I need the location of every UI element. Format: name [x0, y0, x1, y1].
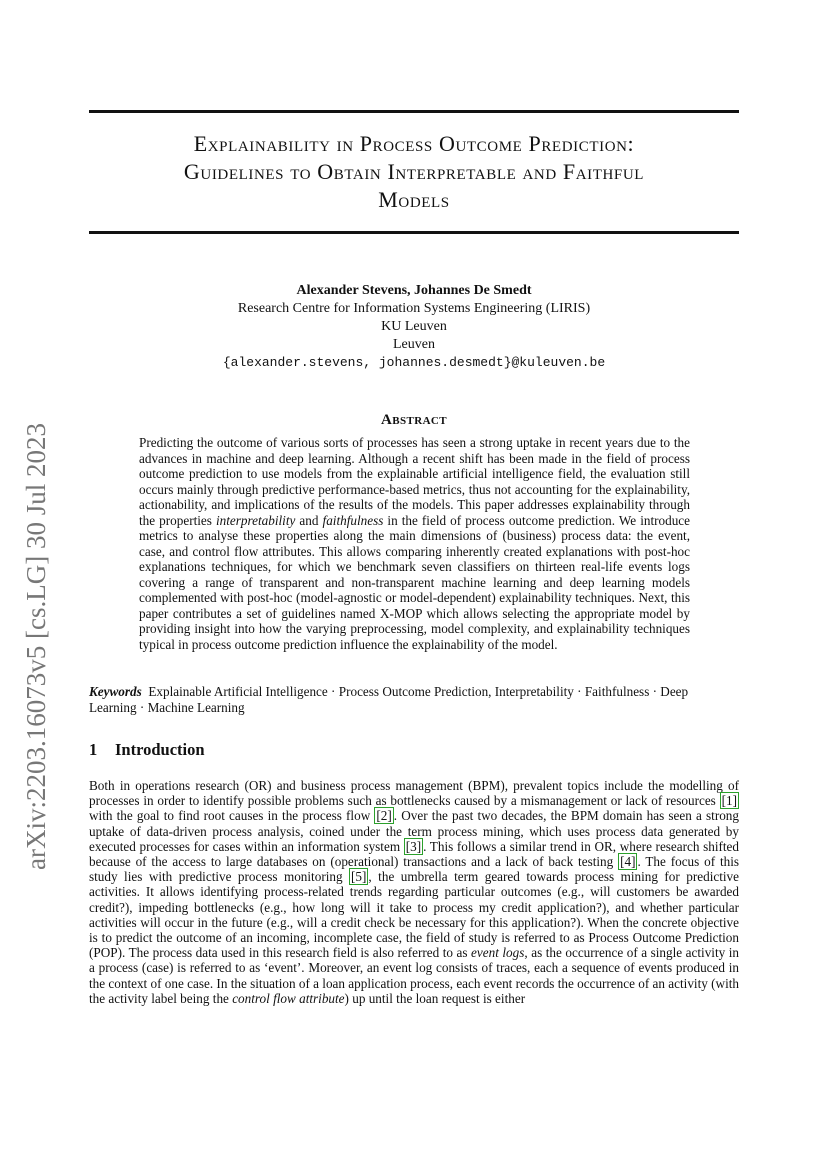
section-title: Introduction [115, 740, 205, 759]
paper-title [89, 130, 739, 214]
keywords [89, 684, 739, 716]
author-affiliation: Research Centre for Information Systems Engineering (LIRIS) [237, 301, 591, 316]
citation-link-4[interactable]: [4] [620, 854, 636, 870]
emphasis-control-flow-attribute: control flow attribute [232, 990, 345, 1006]
citation-link-5[interactable]: [5] [351, 869, 367, 885]
emphasis-event-logs: event logs [471, 945, 525, 961]
section-number: 1 [89, 740, 98, 759]
arxiv-sidebar-stamp: arXiv:2203.16073v5 [cs.LG] 30 Jul 2023 [21, 423, 51, 870]
keywords-list: Explainable Artificial Intelligence · Process Outcome Prediction, Interpretability · Faithfulness · Deep Learning · Machine Learning [89, 684, 689, 715]
author-university: KU Leuven [381, 319, 447, 334]
title-line-1: Explainability in Process Outcome Prediction: [193, 131, 635, 156]
author-email: {alexander.stevens, johannes.desmedt}@kuleuven.be [222, 355, 606, 370]
citation-link-2[interactable]: [2] [376, 808, 392, 824]
title-line-3: Models [378, 187, 450, 212]
abstract-text: Predicting the outcome of various sorts of processes has seen a strong uptake in recent years due to the advances in machine and deep learning. Although a recent shift has been made in the field of process outcome prediction to use models from the explainable artificial intelligence field, the evaluation still occurs mainly through predictive performance-based metrics, thus not accounting for the explainability, actionability, and implications of the results of the models. This paper addresses explainability through the properties interpretability and faithfulness in the field of process outcome prediction. We introduce metrics to analyse these properties along the main dimensions of (business) process data: the event, case, and control flow attributes. This allows comparing inherently created explanations with post-hoc explanations techniques, for which we benchmark seven classifiers on thirteen real-life events logs covering a range of transparent and non-transparent machine learning and deep learning models complemented with post-hoc (model-agnostic or model-dependent) explainability techniques. Next, this paper contributes a set of guidelines named X-MOP which allows selecting the appropriate model by providing insight into how the varying preprocessing, model complexity, and explainability techniques typical in process outcome prediction influence the explainability of the model. [139, 435, 691, 652]
intro-paragraph: Both in operations research (OR) and business process management (BPM), prevalent topics include the modelling of processes in order to identify possible problems such as bottlenecks caused by a mismanagement or lack of resources [1] with the goal to find root causes in the process flow [2] . Over the past two decades, the BPM domain has seen a strong uptake of data-driven process analysis, coined under the term process mining, which uses process data generated by executed processes for cases within an information system [3] . This follows a similar trend in OR, where research shifted because of the access to large databases on (operational) transactions and a lack of back testing [4] . The focus of this study lies with predictive process monitoring [5] , the umbrella term geared towards process mining for predictive activities. It allows identifying process-related trends regarding particular outcomes (e.g., will customers be awarded credit?), impeding bottlenecks (e.g., how long will it take to process my credit application?), and whether particular activities will occur in the future (e.g., will a credit check be necessary for this application?). When the concrete objective is to predict the outcome of an incoming, incomplete case, the field of study is referred to as Process Outcome Prediction (POP). The process data used in this research field is also referred to as event logs, as the occurrence of a single activity in a process (case) is referred to as ‘event’. Moreover, an event log consists of traces, each a sequence of events produced in the context of one case. In the situation of a loan application process, each event records the occurrence of an activity (with the activity label being the control flow attribute) up until the loan request is either [89, 778, 740, 1006]
title-line-2: Guidelines to Obtain Interpretable and Faithful [183, 159, 645, 184]
citation-link-1[interactable]: [1] [721, 793, 737, 809]
author-city: Leuven [393, 337, 435, 352]
keywords-label: Keywords [89, 684, 142, 699]
abstract-emphasis-interpretability: interpretability [215, 512, 296, 528]
abstract-emphasis-faithfulness: faithfulness [322, 512, 384, 528]
author-names: Alexander Stevens, Johannes De Smedt [296, 283, 532, 298]
citation-link-3[interactable]: [3] [405, 838, 422, 854]
author-block [89, 282, 739, 372]
section-heading [89, 740, 205, 760]
title-bottom-rule [89, 231, 739, 234]
title-top-rule [89, 110, 739, 113]
abstract-heading: Abstract [381, 412, 447, 428]
